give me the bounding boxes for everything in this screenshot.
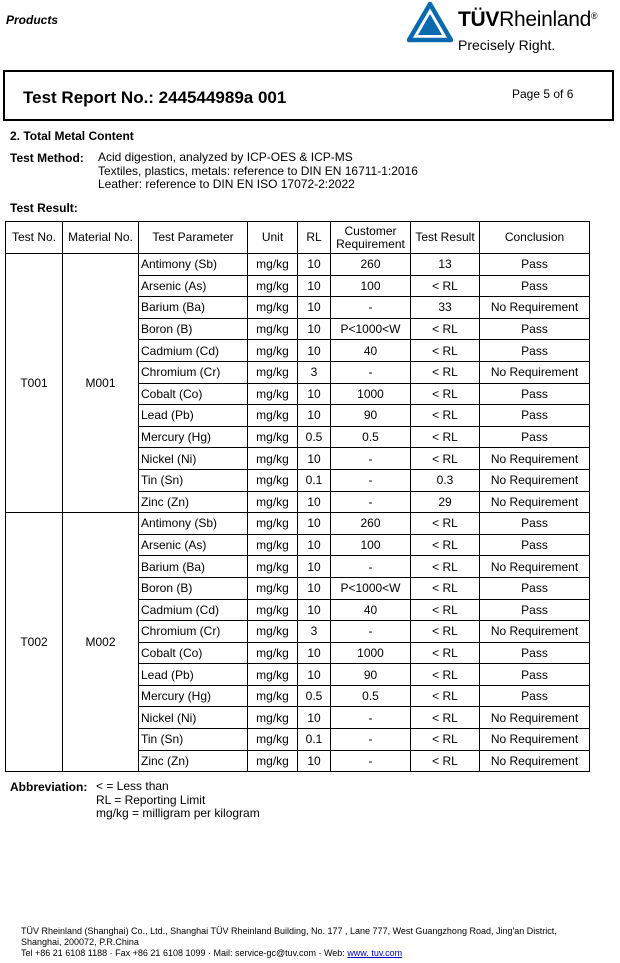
material-no-cell: M001 bbox=[63, 254, 139, 513]
conclusion-cell: Pass bbox=[480, 275, 590, 297]
customer-requirement-cell: - bbox=[331, 448, 411, 470]
footer-address: TÜV Rheinland (Shanghai) Co., Ltd., Shanghai TÜV Rheinland Building, No. 177 , Lane 777, West Guangzhong Road, Jing'an District, bbox=[21, 926, 557, 936]
rl-cell: 10 bbox=[298, 642, 331, 664]
customer-requirement-cell: - bbox=[331, 469, 411, 491]
conclusion-cell: Pass bbox=[480, 642, 590, 664]
abbreviation-label: Abbreviation: bbox=[10, 780, 88, 794]
unit-cell: mg/kg bbox=[248, 491, 298, 513]
footer-city: Shanghai, 200072, P.R.China bbox=[21, 937, 139, 947]
header-rl: RL bbox=[298, 222, 331, 254]
rl-cell: 0.1 bbox=[298, 729, 331, 751]
unit-cell: mg/kg bbox=[248, 254, 298, 276]
test-result-cell: < RL bbox=[411, 318, 480, 340]
test-result-cell: < RL bbox=[411, 426, 480, 448]
rl-cell: 10 bbox=[298, 577, 331, 599]
header-test-parameter: Test Parameter bbox=[139, 222, 248, 254]
customer-requirement-cell: 40 bbox=[331, 340, 411, 362]
test-method-line: Acid digestion, analyzed by ICP-OES & ICP-MS bbox=[98, 150, 353, 164]
test-result-cell: 29 bbox=[411, 491, 480, 513]
rl-cell: 0.1 bbox=[298, 469, 331, 491]
conclusion-cell: Pass bbox=[480, 513, 590, 535]
rl-cell: 10 bbox=[298, 750, 331, 772]
conclusion-cell: No Requirement bbox=[480, 297, 590, 319]
customer-requirement-cell: 100 bbox=[331, 275, 411, 297]
unit-cell: mg/kg bbox=[248, 534, 298, 556]
unit-cell: mg/kg bbox=[248, 448, 298, 470]
rl-cell: 10 bbox=[298, 297, 331, 319]
test-parameter-cell: Cobalt (Co) bbox=[139, 642, 248, 664]
test-no-cell: T001 bbox=[6, 254, 63, 513]
test-no-cell: T002 bbox=[6, 513, 63, 772]
test-parameter-cell: Lead (Pb) bbox=[139, 405, 248, 427]
logo-tagline: Precisely Right. bbox=[458, 37, 556, 53]
rl-cell: 3 bbox=[298, 621, 331, 643]
conclusion-cell: Pass bbox=[480, 254, 590, 276]
footer bbox=[21, 926, 616, 959]
conclusion-cell: Pass bbox=[480, 534, 590, 556]
rl-cell: 10 bbox=[298, 340, 331, 362]
unit-cell: mg/kg bbox=[248, 642, 298, 664]
customer-requirement-cell: P<1000<W bbox=[331, 577, 411, 599]
rl-cell: 10 bbox=[298, 405, 331, 427]
test-result-cell: < RL bbox=[411, 383, 480, 405]
test-parameter-cell: Mercury (Hg) bbox=[139, 685, 248, 707]
test-result-cell: < RL bbox=[411, 707, 480, 729]
test-parameter-cell: Zinc (Zn) bbox=[139, 750, 248, 772]
test-parameter-cell: Mercury (Hg) bbox=[139, 426, 248, 448]
test-parameter-cell: Antimony (Sb) bbox=[139, 254, 248, 276]
test-result-cell: < RL bbox=[411, 664, 480, 686]
logo-wordmark: TÜVRheinland® bbox=[458, 8, 598, 31]
conclusion-cell: No Requirement bbox=[480, 448, 590, 470]
conclusion-cell: No Requirement bbox=[480, 361, 590, 383]
conclusion-cell: Pass bbox=[480, 664, 590, 686]
conclusion-cell: No Requirement bbox=[480, 469, 590, 491]
unit-cell: mg/kg bbox=[248, 513, 298, 535]
test-parameter-cell: Nickel (Ni) bbox=[139, 448, 248, 470]
unit-cell: mg/kg bbox=[248, 707, 298, 729]
test-parameter-cell: Cadmium (Cd) bbox=[139, 340, 248, 362]
test-result-cell: 0.3 bbox=[411, 469, 480, 491]
rl-cell: 3 bbox=[298, 361, 331, 383]
test-result-cell: < RL bbox=[411, 340, 480, 362]
test-result-cell: < RL bbox=[411, 729, 480, 751]
unit-cell: mg/kg bbox=[248, 750, 298, 772]
rl-cell: 10 bbox=[298, 448, 331, 470]
customer-requirement-cell: - bbox=[331, 621, 411, 643]
header-test-no: Test No. bbox=[6, 222, 63, 254]
test-result-cell: < RL bbox=[411, 642, 480, 664]
test-result-cell: < RL bbox=[411, 275, 480, 297]
unit-cell: mg/kg bbox=[248, 297, 298, 319]
test-parameter-cell: Nickel (Ni) bbox=[139, 707, 248, 729]
unit-cell: mg/kg bbox=[248, 275, 298, 297]
customer-requirement-cell: - bbox=[331, 361, 411, 383]
rl-cell: 10 bbox=[298, 513, 331, 535]
report-header-box bbox=[3, 70, 614, 121]
customer-requirement-cell: 90 bbox=[331, 405, 411, 427]
rl-cell: 10 bbox=[298, 556, 331, 578]
test-result-cell: 13 bbox=[411, 254, 480, 276]
abbreviation-line: mg/kg = milligram per kilogram bbox=[96, 806, 260, 820]
header-unit: Unit bbox=[248, 222, 298, 254]
rl-cell: 10 bbox=[298, 707, 331, 729]
test-parameter-cell: Arsenic (As) bbox=[139, 275, 248, 297]
rl-cell: 10 bbox=[298, 275, 331, 297]
customer-requirement-cell: 0.5 bbox=[331, 685, 411, 707]
test-parameter-cell: Lead (Pb) bbox=[139, 664, 248, 686]
section-title: 2. Total Metal Content bbox=[10, 129, 134, 143]
customer-requirement-cell: 260 bbox=[331, 513, 411, 535]
customer-requirement-cell: - bbox=[331, 729, 411, 751]
test-parameter-cell: Tin (Sn) bbox=[139, 469, 248, 491]
test-method-line: Textiles, plastics, metals: reference to DIN EN 16711-1:2016 bbox=[98, 163, 418, 178]
test-parameter-cell: Antimony (Sb) bbox=[139, 513, 248, 535]
rl-cell: 10 bbox=[298, 254, 331, 276]
test-result-cell: < RL bbox=[411, 685, 480, 707]
conclusion-cell: Pass bbox=[480, 577, 590, 599]
unit-cell: mg/kg bbox=[248, 621, 298, 643]
abbreviation-line: < = Less than bbox=[96, 779, 169, 793]
test-result-cell: 33 bbox=[411, 297, 480, 319]
unit-cell: mg/kg bbox=[248, 405, 298, 427]
header-material-no: Material No. bbox=[63, 222, 139, 254]
conclusion-cell: No Requirement bbox=[480, 729, 590, 751]
tuv-triangle-icon bbox=[407, 2, 453, 44]
conclusion-cell: Pass bbox=[480, 426, 590, 448]
unit-cell: mg/kg bbox=[248, 599, 298, 621]
results-table bbox=[5, 221, 590, 772]
conclusion-cell: No Requirement bbox=[480, 491, 590, 513]
customer-requirement-cell: 1000 bbox=[331, 642, 411, 664]
customer-requirement-cell: - bbox=[331, 556, 411, 578]
test-parameter-cell: Arsenic (As) bbox=[139, 534, 248, 556]
test-parameter-cell: Cadmium (Cd) bbox=[139, 599, 248, 621]
unit-cell: mg/kg bbox=[248, 383, 298, 405]
unit-cell: mg/kg bbox=[248, 318, 298, 340]
customer-requirement-cell: 260 bbox=[331, 254, 411, 276]
test-parameter-cell: Barium (Ba) bbox=[139, 297, 248, 319]
test-parameter-cell: Boron (B) bbox=[139, 318, 248, 340]
unit-cell: mg/kg bbox=[248, 729, 298, 751]
rl-cell: 10 bbox=[298, 383, 331, 405]
rl-cell: 10 bbox=[298, 491, 331, 513]
rl-cell: 10 bbox=[298, 534, 331, 556]
customer-requirement-cell: - bbox=[331, 707, 411, 729]
test-method-text bbox=[98, 151, 418, 192]
table-row bbox=[6, 254, 590, 276]
unit-cell: mg/kg bbox=[248, 556, 298, 578]
customer-requirement-cell: - bbox=[331, 491, 411, 513]
header-test-result: Test Result bbox=[411, 222, 480, 254]
test-parameter-cell: Chromium (Cr) bbox=[139, 621, 248, 643]
report-title: Test Report No.: 244544989a 001 bbox=[23, 88, 287, 107]
header-customer-requirement: Customer Requirement bbox=[331, 222, 411, 254]
customer-requirement-cell: - bbox=[331, 750, 411, 772]
footer-contact: Tel +86 21 6108 1188 · Fax +86 21 6108 1099 · Mail: service-gc@tuv.com · Web: www. tuv.com bbox=[21, 948, 403, 958]
conclusion-cell: Pass bbox=[480, 340, 590, 362]
test-result-label: Test Result: bbox=[10, 201, 78, 215]
test-parameter-cell: Chromium (Cr) bbox=[139, 361, 248, 383]
abbreviation-line: RL = Reporting Limit bbox=[96, 792, 206, 807]
test-parameter-cell: Boron (B) bbox=[139, 577, 248, 599]
customer-requirement-cell: P<1000<W bbox=[331, 318, 411, 340]
rl-cell: 10 bbox=[298, 664, 331, 686]
test-result-cell: < RL bbox=[411, 448, 480, 470]
test-result-cell: < RL bbox=[411, 599, 480, 621]
conclusion-cell: No Requirement bbox=[480, 621, 590, 643]
conclusion-cell: Pass bbox=[480, 685, 590, 707]
test-parameter-cell: Tin (Sn) bbox=[139, 729, 248, 751]
abbreviation-text bbox=[96, 780, 260, 821]
test-result-cell: < RL bbox=[411, 534, 480, 556]
unit-cell: mg/kg bbox=[248, 361, 298, 383]
section-label: Products bbox=[6, 13, 59, 27]
test-result-cell: < RL bbox=[411, 361, 480, 383]
test-method-line: Leather: reference to DIN EN ISO 17072-2:2022 bbox=[98, 177, 355, 191]
conclusion-cell: No Requirement bbox=[480, 707, 590, 729]
conclusion-cell: Pass bbox=[480, 318, 590, 340]
test-result-cell: < RL bbox=[411, 405, 480, 427]
page-number: Page 5 of 6 bbox=[512, 87, 574, 101]
rl-cell: 10 bbox=[298, 599, 331, 621]
test-result-cell: < RL bbox=[411, 577, 480, 599]
customer-requirement-cell: 0.5 bbox=[331, 426, 411, 448]
rl-cell: 0.5 bbox=[298, 426, 331, 448]
conclusion-cell: Pass bbox=[480, 383, 590, 405]
material-no-cell: M002 bbox=[63, 513, 139, 772]
rl-cell: 0.5 bbox=[298, 685, 331, 707]
unit-cell: mg/kg bbox=[248, 577, 298, 599]
test-parameter-cell: Barium (Ba) bbox=[139, 556, 248, 578]
customer-requirement-cell: 1000 bbox=[331, 383, 411, 405]
header-conclusion: Conclusion bbox=[480, 222, 590, 254]
table-header-row bbox=[6, 222, 590, 254]
customer-requirement-cell: 100 bbox=[331, 534, 411, 556]
test-result-cell: < RL bbox=[411, 750, 480, 772]
test-parameter-cell: Zinc (Zn) bbox=[139, 491, 248, 513]
table-row bbox=[6, 513, 590, 535]
website-link[interactable]: www. tuv.com bbox=[347, 948, 403, 958]
unit-cell: mg/kg bbox=[248, 426, 298, 448]
unit-cell: mg/kg bbox=[248, 340, 298, 362]
conclusion-cell: No Requirement bbox=[480, 750, 590, 772]
test-result-cell: < RL bbox=[411, 621, 480, 643]
unit-cell: mg/kg bbox=[248, 469, 298, 491]
customer-requirement-cell: 90 bbox=[331, 664, 411, 686]
unit-cell: mg/kg bbox=[248, 664, 298, 686]
tuv-logo bbox=[405, 0, 620, 56]
conclusion-cell: Pass bbox=[480, 599, 590, 621]
test-result-cell: < RL bbox=[411, 556, 480, 578]
customer-requirement-cell: 40 bbox=[331, 599, 411, 621]
test-parameter-cell: Cobalt (Co) bbox=[139, 383, 248, 405]
conclusion-cell: No Requirement bbox=[480, 556, 590, 578]
rl-cell: 10 bbox=[298, 318, 331, 340]
test-result-cell: < RL bbox=[411, 513, 480, 535]
conclusion-cell: Pass bbox=[480, 405, 590, 427]
unit-cell: mg/kg bbox=[248, 685, 298, 707]
test-method-label: Test Method: bbox=[10, 151, 84, 165]
customer-requirement-cell: - bbox=[331, 297, 411, 319]
